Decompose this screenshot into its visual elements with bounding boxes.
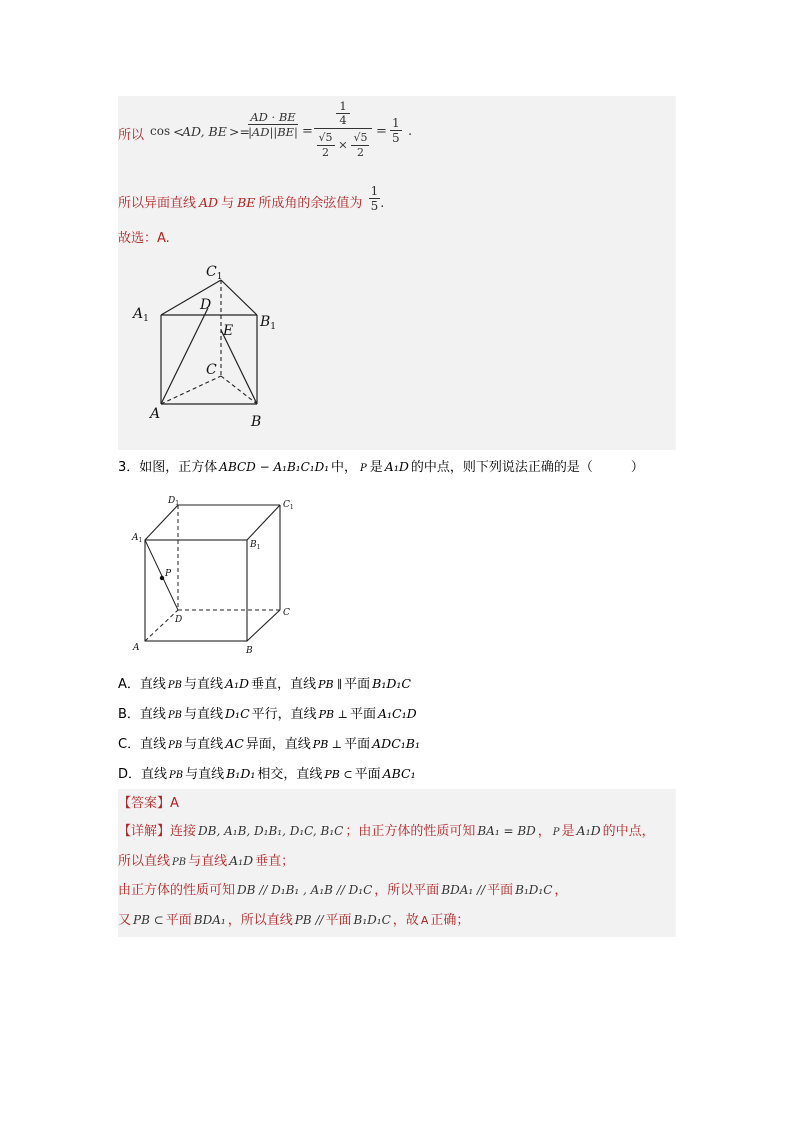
option-c[interactable]: C．直线 PB 与直线 AC 异面，直线 PB ⊥ 平面 ADC₁B₁	[118, 736, 420, 752]
label-a: A	[133, 643, 140, 653]
option-b[interactable]: B．直线 PB 与直线 D₁C 平行，直线 PB ⊥ 平面 A₁C₁D	[118, 706, 417, 722]
point-p	[160, 576, 164, 580]
explanation-line-2: 所以直线 PB 与直线 A₁D 垂直；	[118, 853, 295, 869]
edge-a-d-dashed	[145, 610, 178, 641]
cube-figure	[125, 492, 310, 662]
answer-value: A	[170, 796, 179, 811]
frac-num: 1	[339, 99, 347, 113]
segment-eb	[221, 330, 257, 404]
label-d: D	[175, 615, 183, 625]
explanation-line-3: 由正方体的性质可知 DB // D₁B₁ , A₁B // D₁C ，所以平面 BDA₁ // 平面 B₁D₁C ，	[118, 883, 568, 898]
conclusion-line: 所以异面直线 AD 与 BE 所成角的余弦值为 $\frac{1}{5}$ .	[118, 184, 385, 213]
cos-vectors: AD, BE	[182, 124, 227, 139]
edge-a1-d1	[145, 505, 178, 540]
label-b: B	[251, 414, 262, 430]
segment-a1-d	[145, 540, 178, 610]
frac-num-den: 4	[336, 113, 349, 127]
label-b1: $B_1$	[250, 540, 261, 551]
question-3: 3．如图，正方体 ABCD − A₁B₁C₁D₁ 中， P 是 A₁D 的中点，则下列说法正确的是（ ）	[118, 459, 644, 475]
numerator-vectors: AD · BE	[248, 110, 298, 125]
label-c1: $C_1$	[283, 500, 294, 511]
edge-a1-c1	[161, 280, 221, 315]
edge-a-c-dashed	[161, 376, 221, 404]
front-face	[145, 540, 247, 641]
cos-prefix: 所以	[118, 128, 145, 143]
choice-line: 故选：A.	[118, 231, 170, 246]
label-b: B	[246, 646, 253, 656]
label-c: C	[206, 362, 217, 378]
label-a: A	[150, 406, 161, 422]
option-d[interactable]: D．直线 PB 与直线 B₁D₁ 相交，直线 PB ⊂ 平面 ABC₁	[118, 766, 416, 782]
vector-fraction	[248, 110, 298, 139]
label-d1: $D_1$	[168, 496, 180, 507]
answer-label: 【答案】	[118, 796, 171, 811]
label-p: P	[165, 569, 172, 579]
edge-c-b-dashed	[221, 376, 257, 404]
prism-figure	[120, 258, 280, 433]
label-b1: $B_1$	[260, 314, 277, 332]
cos-func: cos	[150, 124, 171, 138]
edge-b-c	[247, 610, 280, 641]
label-d: D	[200, 297, 212, 313]
denominator-vectors: |AD||BE|	[248, 125, 298, 139]
explanation-line-4: 又 PB ⊂ 平面 BDA₁ ，所以直线 PB // 平面 B₁D₁C ，故 A 正确；	[118, 913, 470, 928]
result-fraction: $\frac{1}{5}$	[392, 116, 400, 145]
cosine-value: $\frac{1}{5}$	[370, 184, 379, 213]
edge-b1-c1	[247, 505, 280, 540]
option-a[interactable]: A．直线 PB 与直线 A₁D 垂直，直线 PB ∥ 平面 B₁D₁C	[118, 676, 411, 692]
label-c1: $C_1$	[206, 264, 223, 282]
label-c: C	[283, 608, 290, 618]
explanation-line-1: 【详解】连接 DB, A₁B, D₁B₁, D₁C, B₁C ；由正方体的性质可知 BA₁ = BD ， P 是 A₁D 的中点，	[118, 823, 655, 839]
label-e: E	[223, 323, 234, 339]
nested-fraction: 1 4 $\frac{√5}{2}$ × $\frac{√5}{2}$	[314, 100, 372, 160]
segment-ad	[161, 308, 208, 404]
answer-line	[118, 792, 179, 811]
label-a1: $A_1$	[133, 306, 149, 324]
edge-c1-b1	[221, 280, 257, 315]
label-a1: $A_1$	[132, 533, 143, 544]
